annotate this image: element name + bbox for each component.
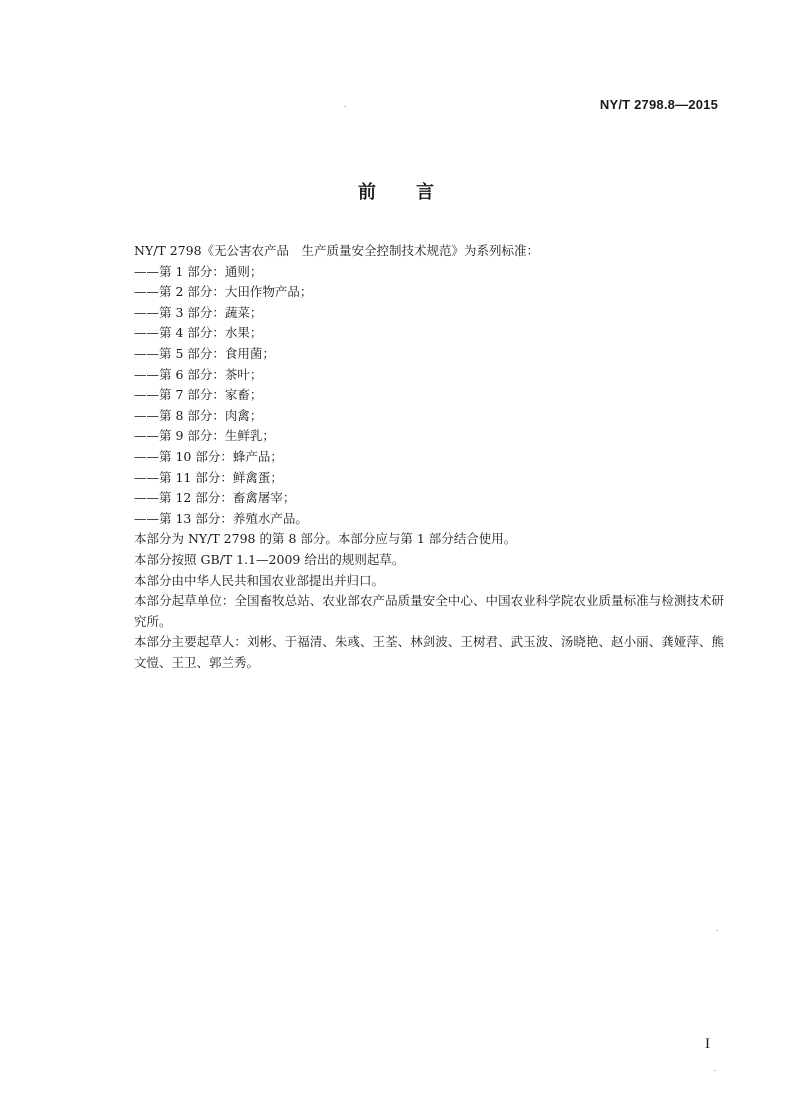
scan-speck [714, 1070, 716, 1071]
list-item: ——第 6 部分：茶叶； [134, 366, 263, 382]
list-item: ——第 3 部分：蔬菜； [134, 304, 263, 320]
standard-code: NY/T 2798.8—2015 [599, 97, 718, 112]
list-item: ——第 10 部分：蜂产品； [134, 448, 283, 464]
list-item: ——第 12 部分：畜禽屠宰； [134, 490, 296, 506]
foreword-body [134, 241, 724, 673]
list-item: ——第 13 部分：养殖水产品。 [134, 510, 308, 526]
page-title: 前言 [358, 182, 474, 203]
list-item: ——第 4 部分：水果； [134, 325, 263, 341]
scan-speck [716, 930, 718, 931]
list-item: ——第 1 部分：通则； [134, 263, 263, 279]
list-item: ——第 7 部分：家畜； [134, 387, 263, 403]
paragraph-drafters: 本部分主要起草人：刘彬、于福清、朱彧、王荃、林剑波、王树君、武玉波、汤晓艳、赵小丽、龚娅萍、熊文愷、王卫、郭兰秀。 [134, 634, 724, 670]
intro-paragraph: NY/T 2798《无公害农产品 生产质量安全控制技术规范》为系列标准： [134, 243, 540, 258]
paragraph-proposer: 本部分由中华人民共和国农业部提出并归口。 [134, 572, 385, 588]
paragraph-drafting-units: 本部分起草单位：全国畜牧总站、农业部农产品质量安全中心、中国农业科学院农业质量标准与检测技术研究所。 [134, 593, 724, 629]
list-item: ——第 2 部分：大田作物产品； [134, 284, 313, 300]
list-item: ——第 5 部分：食用菌； [134, 345, 275, 361]
page-number: I [705, 1036, 710, 1052]
list-item: ——第 11 部分：鲜禽蛋； [134, 469, 283, 485]
list-item: ——第 9 部分：生鲜乳； [134, 428, 275, 444]
list-item: ——第 8 部分：肉禽； [134, 407, 263, 423]
scan-speck [344, 106, 346, 107]
paragraph-part-relation: 本部分为 NY/T 2798 的第 8 部分。本部分应与第 1 部分结合使用。 [134, 531, 517, 547]
paragraph-drafting-rules: 本部分按照 GB/T 1.1—2009 给出的规则起草。 [134, 551, 405, 567]
